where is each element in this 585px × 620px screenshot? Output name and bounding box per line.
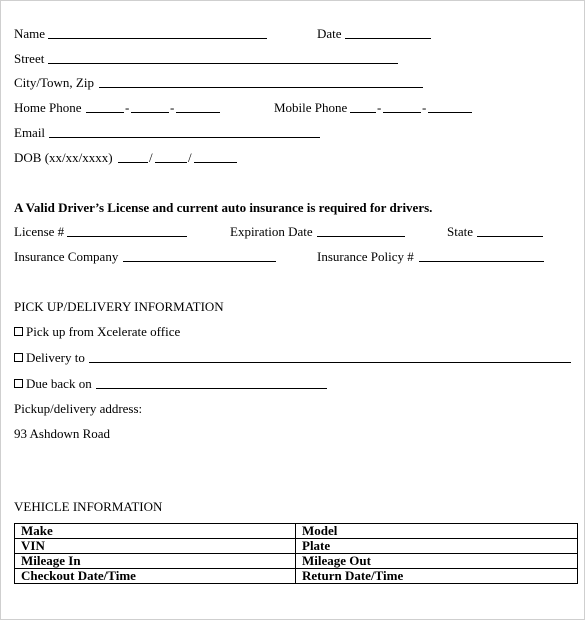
email-field[interactable] — [49, 137, 320, 138]
mobile-phone-dash-2: - — [422, 100, 427, 115]
mileage-in-cell[interactable]: Mileage In — [15, 554, 296, 569]
pickup-option — [14, 324, 180, 339]
home-phone-dash-1: - — [125, 100, 130, 115]
due-back-checkbox[interactable] — [14, 379, 23, 388]
return-datetime-cell[interactable]: Return Date/Time — [296, 569, 578, 584]
street-label: Street — [14, 51, 45, 66]
name-label: Name — [14, 26, 46, 41]
mobile-phone-label: Mobile Phone — [274, 100, 348, 115]
insurance-policy-field[interactable] — [419, 261, 544, 262]
dob-day-field[interactable] — [155, 162, 187, 163]
table-row — [15, 569, 578, 584]
state-field[interactable] — [477, 236, 543, 237]
license-label: License # — [14, 224, 65, 239]
dob-label: DOB (xx/xx/xxxx) — [14, 150, 113, 165]
license-field[interactable] — [67, 236, 187, 237]
dob-year-field[interactable] — [194, 162, 237, 163]
delivery-option — [14, 350, 85, 365]
name-field[interactable] — [48, 38, 267, 39]
due-back-field[interactable] — [96, 388, 327, 389]
vehicle-info-table — [14, 523, 578, 584]
home-phone-label: Home Phone — [14, 100, 82, 115]
pickup-heading: PICK UP/DELIVERY INFORMATION — [14, 299, 224, 314]
insurance-company-label: Insurance Company — [14, 249, 119, 264]
make-cell[interactable]: Make — [15, 524, 296, 539]
email-label: Email — [14, 125, 46, 140]
vehicle-heading: VEHICLE INFORMATION — [14, 499, 163, 514]
city-label: City/Town, Zip — [14, 75, 94, 90]
home-phone-line-field[interactable] — [176, 112, 220, 113]
pickup-address-label: Pickup/delivery address: — [14, 401, 143, 416]
delivery-option-label: Delivery to — [26, 350, 85, 365]
dob-slash-1: / — [149, 150, 153, 165]
date-label: Date — [317, 26, 342, 41]
table-row — [15, 524, 578, 539]
mobile-phone-line-field[interactable] — [428, 112, 472, 113]
insurance-policy-label: Insurance Policy # — [317, 249, 414, 264]
model-cell[interactable]: Model — [296, 524, 578, 539]
table-row — [15, 554, 578, 569]
expiration-label: Expiration Date — [230, 224, 313, 239]
home-phone-dash-2: - — [170, 100, 175, 115]
insurance-company-field[interactable] — [123, 261, 276, 262]
due-back-option — [14, 376, 92, 391]
mobile-phone-prefix-field[interactable] — [383, 112, 421, 113]
mileage-out-cell[interactable]: Mileage Out — [296, 554, 578, 569]
plate-cell[interactable]: Plate — [296, 539, 578, 554]
due-back-option-label: Due back on — [26, 376, 92, 391]
mobile-phone-area-field[interactable] — [350, 112, 376, 113]
state-label: State — [447, 224, 473, 239]
city-field[interactable] — [99, 87, 423, 88]
street-field[interactable] — [48, 63, 398, 64]
checkout-datetime-cell[interactable]: Checkout Date/Time — [15, 569, 296, 584]
delivery-checkbox[interactable] — [14, 353, 23, 362]
pickup-address-value: 93 Ashdown Road — [14, 426, 111, 441]
pickup-option-label: Pick up from Xcelerate office — [26, 324, 181, 339]
drivers-license-notice: A Valid Driver’s License and current auto insurance is required for drivers. — [14, 200, 433, 215]
delivery-to-field[interactable] — [89, 362, 571, 363]
table-row — [15, 539, 578, 554]
expiration-field[interactable] — [317, 236, 405, 237]
vin-cell[interactable]: VIN — [15, 539, 296, 554]
pickup-checkbox[interactable] — [14, 327, 23, 336]
mobile-phone-dash-1: - — [377, 100, 382, 115]
home-phone-area-field[interactable] — [86, 112, 124, 113]
dob-month-field[interactable] — [118, 162, 148, 163]
home-phone-prefix-field[interactable] — [131, 112, 169, 113]
dob-slash-2: / — [188, 150, 192, 165]
date-field[interactable] — [345, 38, 431, 39]
